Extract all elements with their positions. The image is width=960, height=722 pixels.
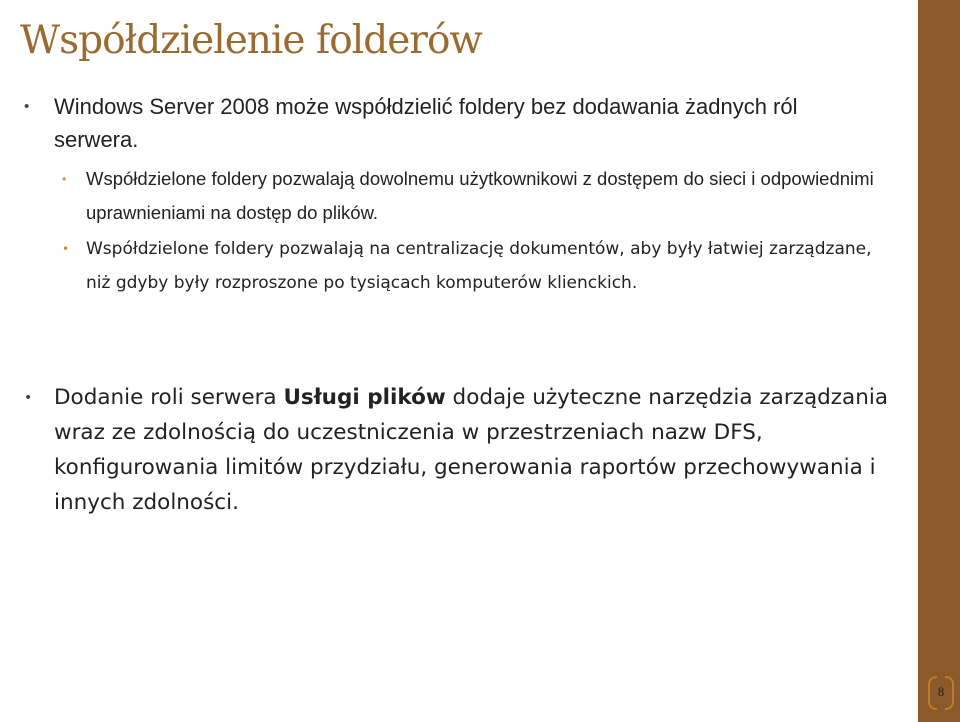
sub-bullet-1-text: Współdzielone foldery pozwalają dowolnemu użytkownikowi z dostępem do sieci i odpowiednimi uprawnieniami na dostęp do plików. <box>86 168 874 223</box>
bullet-2 <box>24 380 894 520</box>
side-accent-bar <box>918 0 960 722</box>
page-bracket-right <box>945 676 954 710</box>
bullet-2-emphasis: Usługi plików <box>283 385 446 410</box>
bullet-1 <box>24 90 824 156</box>
sub-bullet-2-text: Współdzielone foldery pozwalają na centralizację dokumentów, aby były łatwiej zarządzane, niż gdyby były rozproszone po tysiącach komputerów klienckich. <box>86 239 872 293</box>
page-number <box>928 676 954 708</box>
bullet-dot-icon: • <box>62 242 70 256</box>
page-number-value: 8 <box>937 684 945 699</box>
page-bracket-left <box>928 676 937 710</box>
sub-bullet-2 <box>62 232 882 300</box>
bullet-2-text-start: Dodanie roli serwera <box>54 385 284 410</box>
sub-bullet-1 <box>62 162 882 230</box>
bullet-2-text-end: dodaje użyteczne narzędzia zarządzania wraz ze zdolnością do uczestniczenia w przestrzeniach nazw DFS, konfigurowania limitów przydziału, generowania raportów przechowywania i innych zdolności. <box>54 385 889 515</box>
slide-title: Współdzielenie folderów <box>20 18 482 63</box>
bullet-1-text: Windows Server 2008 może współdzielić foldery bez dodawania żadnych ról serwera. <box>54 94 798 152</box>
bullet-2-text <box>24 380 894 520</box>
bullet-dot-icon: • <box>62 172 67 186</box>
bullet-dot-icon: • <box>24 390 33 406</box>
bullet-dot-icon: • <box>24 98 30 115</box>
